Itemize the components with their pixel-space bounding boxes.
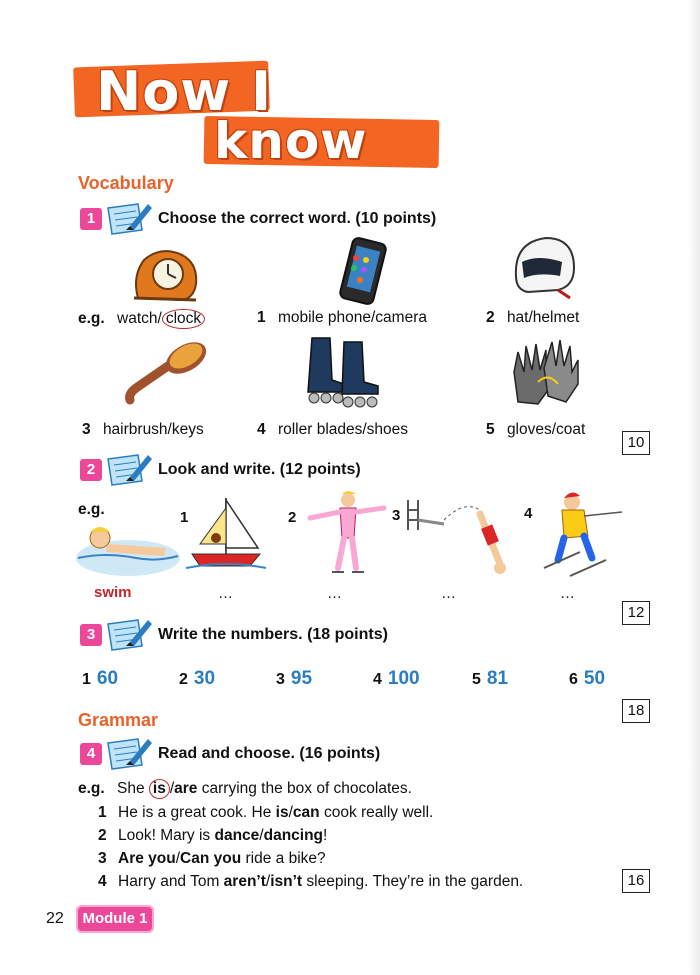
ex4-line-3-num: 3 — [98, 850, 107, 867]
ex3-item-4 — [373, 668, 420, 690]
ex1-item-2-text: hat/helmet — [506, 309, 580, 326]
ex2-pic-number-4: 4 — [524, 505, 533, 522]
module-tab: Module 1 — [76, 905, 154, 933]
ex4-line-2 — [98, 827, 327, 845]
ex4-eg-circled-answer: is — [149, 779, 170, 799]
ex1-item-eg — [78, 309, 205, 329]
ex3-item-1 — [82, 668, 118, 690]
ex4-line-4-text-b: sleeping. They’re in the garden. — [302, 873, 524, 890]
ex1-item-3-num: 3 — [82, 421, 91, 438]
ex3-item-4-num: 4 — [373, 671, 382, 688]
exercise-3-number: 3 — [80, 624, 102, 646]
ex4-line-3-slash: / — [175, 850, 181, 867]
ex1-item-4-text: roller blades/shoes — [277, 421, 409, 438]
ice-skater-icon — [304, 488, 388, 580]
ex4-line-4-text-a: Harry and Tom — [118, 873, 224, 890]
writing-pencil-icon — [104, 451, 154, 487]
ex4-line-2-text-b: ! — [323, 827, 328, 844]
exercise-1-instruction: Choose the correct word. (10 points) — [158, 210, 437, 227]
ex1-item-1-num: 1 — [257, 309, 266, 326]
ex3-item-3-num: 3 — [276, 671, 285, 688]
exercise-2-instruction: Look and write. (12 points) — [158, 461, 361, 478]
ex4-line-1-text-b: cook really well. — [319, 804, 434, 821]
ex2-pic-number-2: 2 — [288, 509, 297, 526]
ex3-item-5-num: 5 — [472, 671, 481, 688]
ex2-pic-number-1: 1 — [180, 509, 189, 526]
ex4-line-1-slash: / — [288, 804, 293, 821]
ex3-item-6-num: 6 — [569, 671, 578, 688]
writing-pencil-icon — [104, 616, 154, 652]
ex3-item-4-value: 100 — [387, 668, 420, 689]
ex1-item-5-text: gloves/coat — [506, 421, 586, 438]
ex4-eg-pre: She — [117, 780, 149, 797]
ex1-item-3 — [82, 421, 204, 439]
ex4-eg-option: are — [174, 780, 198, 797]
ex1-item-eg-circled-answer: clock — [162, 309, 205, 329]
section-heading-vocabulary: Vocabulary — [78, 173, 174, 193]
exercise-2-number: 2 — [80, 459, 102, 481]
ex3-item-6-value: 50 — [583, 668, 606, 689]
exercise-4-instruction: Read and choose. (16 points) — [158, 745, 381, 762]
ex1-score-box[interactable]: 10 — [622, 431, 650, 455]
ex1-item-5 — [486, 421, 585, 439]
title-line-1: Now I — [96, 60, 273, 123]
ex3-item-3 — [276, 668, 312, 690]
ex3-item-2-num: 2 — [179, 671, 188, 688]
ex4-score-box[interactable]: 16 — [622, 869, 650, 893]
ex4-line-3-text-b: ride a bike? — [241, 850, 326, 867]
ex4-line-4-num: 4 — [98, 873, 107, 890]
roller-blades-icon — [304, 334, 386, 410]
ex1-item-4 — [257, 421, 408, 439]
writing-pencil-icon — [104, 200, 154, 236]
ex4-line-3 — [98, 850, 326, 868]
hairbrush-icon — [124, 338, 214, 408]
ex1-item-4-num: 4 — [257, 421, 266, 438]
ex4-line-2-option-b[interactable]: dancing — [263, 827, 324, 844]
title-line-2: know — [214, 112, 368, 170]
clock-icon — [130, 246, 202, 304]
ex4-line-4-option-b[interactable]: isn’t — [270, 873, 303, 890]
ex4-eg-label: e.g. — [78, 780, 105, 797]
ex4-line-3-option-a[interactable]: Are you — [118, 850, 176, 867]
ex1-item-5-num: 5 — [486, 421, 495, 438]
ex1-item-2 — [486, 309, 579, 327]
ex3-item-2 — [179, 668, 215, 690]
writing-pencil-icon — [104, 735, 154, 771]
ex4-line-2-num: 2 — [98, 827, 107, 844]
ex2-blank-4[interactable]: … — [560, 585, 576, 602]
ex1-item-1-text: mobile phone/camera — [277, 309, 427, 326]
gloves-icon — [508, 332, 584, 408]
swimmer-icon — [76, 518, 180, 580]
ex1-item-eg-pre: watch/ — [117, 310, 162, 327]
ex2-score-box[interactable]: 12 — [622, 601, 650, 625]
ex2-blank-3[interactable]: … — [441, 585, 457, 602]
ex2-pic-number-3: 3 — [392, 507, 401, 524]
ex2-eg-answer: swim — [94, 584, 132, 601]
ex4-line-2-text-a: Look! Mary is — [118, 827, 215, 844]
ex1-item-1 — [257, 309, 427, 327]
exercise-1-number: 1 — [80, 208, 102, 230]
ex3-item-3-value: 95 — [290, 668, 313, 689]
ex4-line-4-option-a[interactable]: aren’t — [223, 873, 266, 890]
sailing-boat-icon — [186, 494, 266, 574]
page-edge-shadow — [688, 0, 700, 975]
ex3-item-1-value: 60 — [96, 668, 119, 689]
skier-icon — [540, 488, 628, 580]
diver-icon — [404, 490, 516, 582]
ex2-blank-1[interactable]: … — [218, 585, 234, 602]
ex3-item-2-value: 30 — [193, 668, 216, 689]
mobile-phone-icon — [336, 236, 392, 308]
exercise-4-number: 4 — [80, 743, 102, 765]
ex4-line-1-option-a[interactable]: is — [275, 804, 289, 821]
ex1-item-eg-label: e.g. — [78, 310, 105, 327]
ex2-eg-label: e.g. — [78, 501, 105, 518]
ex4-eg-slash: / — [169, 780, 175, 797]
ex2-blank-2[interactable]: … — [327, 585, 343, 602]
ex3-item-1-num: 1 — [82, 671, 91, 688]
ex4-line-4-slash: / — [265, 873, 271, 890]
ex3-item-6 — [569, 668, 605, 690]
ex1-item-2-num: 2 — [486, 309, 495, 326]
ex3-item-5 — [472, 668, 508, 690]
section-heading-grammar: Grammar — [78, 710, 159, 730]
page-title — [74, 56, 374, 170]
ex4-line-2-slash: / — [259, 827, 264, 844]
ex1-item-3-text: hairbrush/keys — [102, 421, 204, 438]
exercise-3-instruction: Write the numbers. (18 points) — [158, 626, 388, 643]
ex4-line-1-option-b[interactable]: can — [292, 804, 320, 821]
ex4-line-1 — [98, 804, 433, 822]
helmet-icon — [508, 232, 580, 304]
ex4-line-3-option-b[interactable]: Can you — [180, 850, 242, 867]
ex3-item-5-value: 81 — [486, 668, 509, 689]
ex4-line-1-num: 1 — [98, 804, 107, 821]
ex4-line-2-option-a[interactable]: dance — [214, 827, 260, 844]
ex4-line-4 — [98, 873, 523, 891]
ex4-line-1-text-a: He is a great cook. He — [118, 804, 276, 821]
ex3-score-box[interactable]: 18 — [622, 699, 650, 723]
page-number: 22 — [46, 910, 64, 927]
ex4-eg-line — [78, 779, 412, 799]
ex4-eg-post: carrying the box of chocolates. — [197, 780, 412, 797]
